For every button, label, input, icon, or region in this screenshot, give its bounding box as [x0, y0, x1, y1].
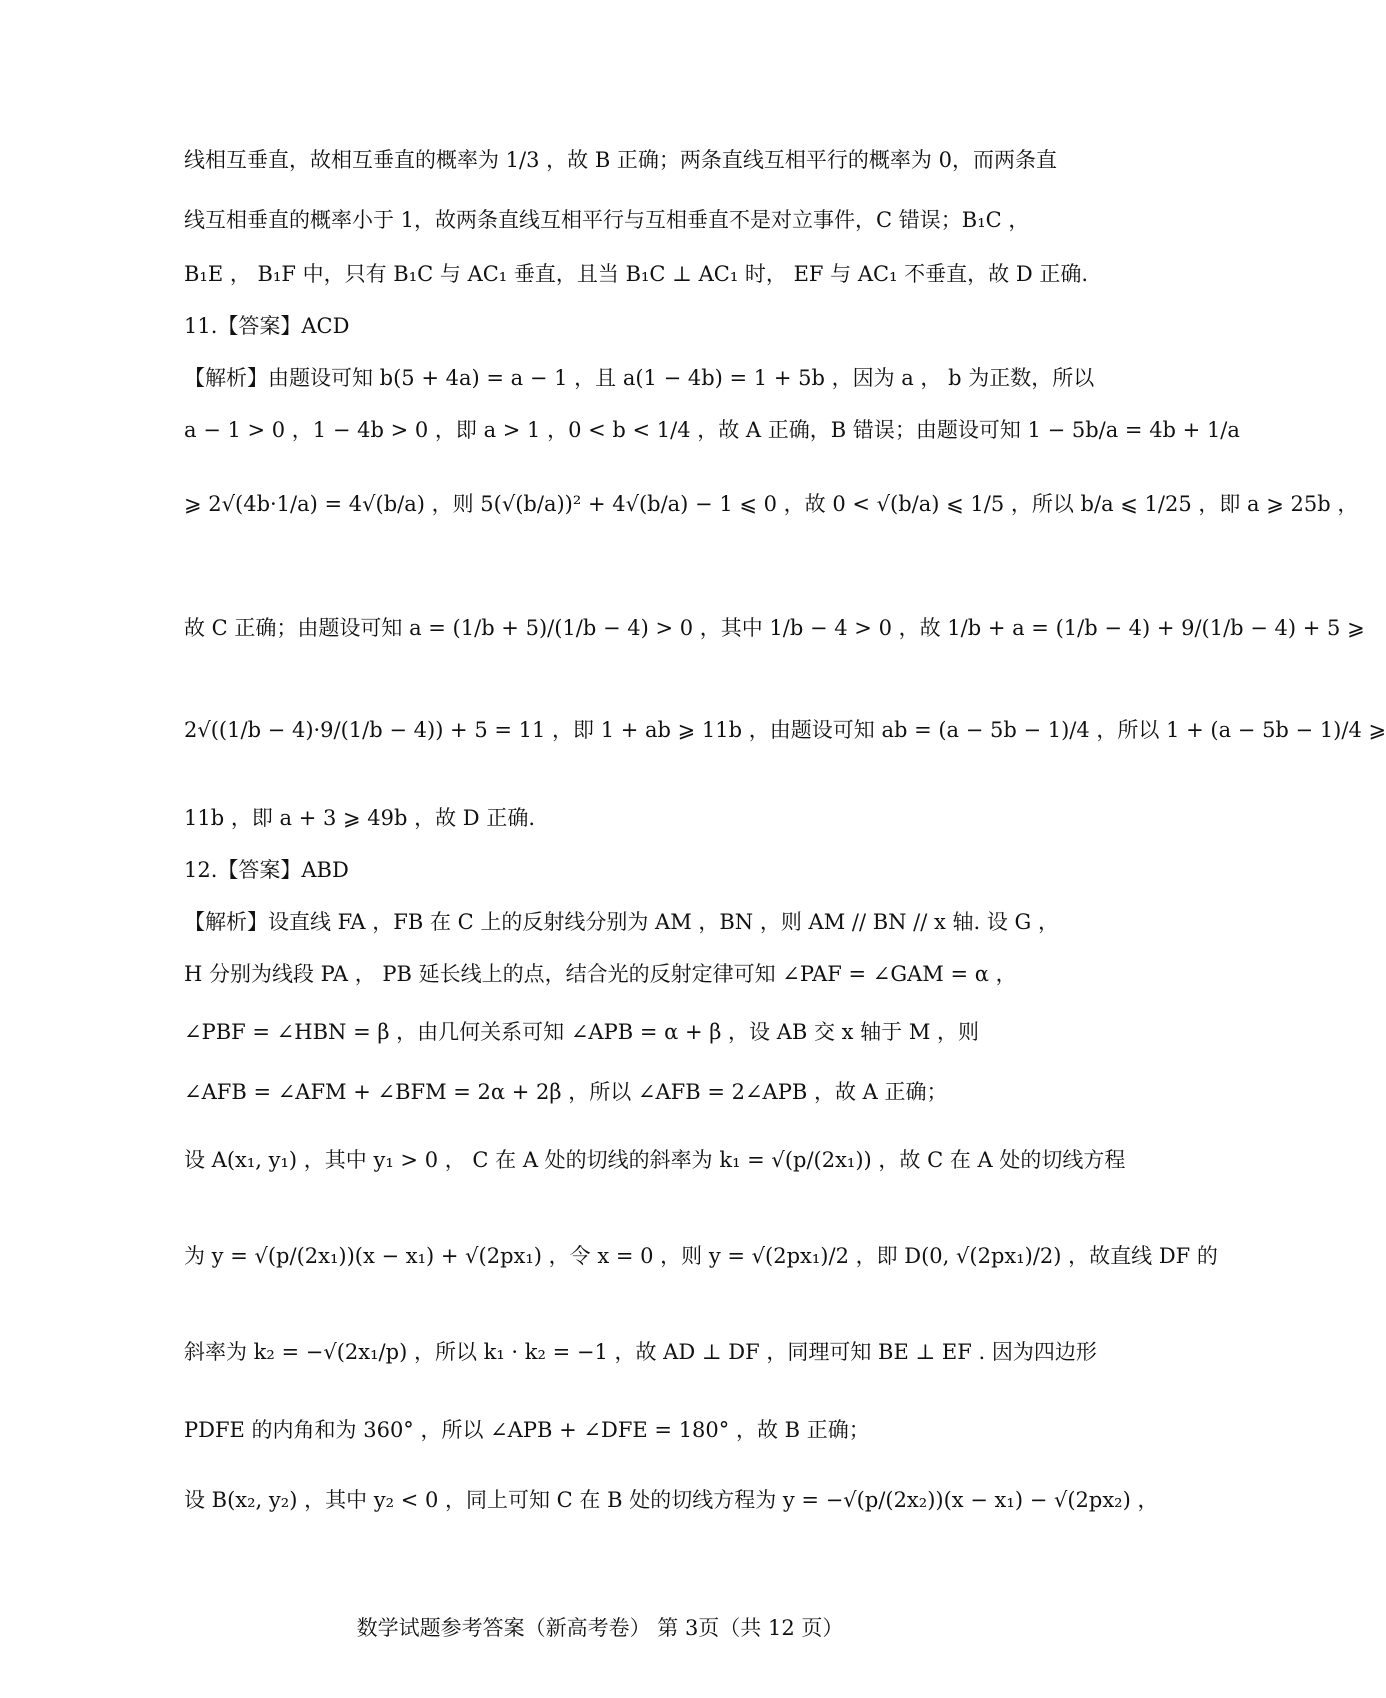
text-line: ∠AFB = ∠AFM + ∠BFM = 2α + 2β ，所以 ∠AFB = 2∠APB ，故 A 正确； — [184, 1080, 948, 1104]
text-line: ⩾ 2√(4b·1/a) = 4√(b/a) ，则 5(√(b/a))² + 4√(b/a) − 1 ⩽ 0 ，故 0 < √(b/a) ⩽ 1/5 ，所以 b/a ⩽ 1/25 ，即 a ⩾ 25b ， — [184, 492, 1359, 516]
text-line: a − 1 > 0 ，1 − 4b > 0 ，即 a > 1 ，0 < b < 1/4 ，故 A 正确，B 错误；由题设可知 1 − 5b/a = 4b + 1/a — [184, 418, 1240, 442]
text-line: B₁E ， B₁F 中，只有 B₁C 与 AC₁ 垂直，且当 B₁C ⊥ AC₁ 时， EF 与 AC₁ 不垂直，故 D 正确. — [184, 262, 1089, 286]
text-line: 为 y = √(p/(2x₁))(x − x₁) + √(2px₁) ，令 x = 0 ，则 y = √(2px₁)/2 ，即 D(0, √(2px₁)/2) ，故直线 DF 的 — [184, 1244, 1218, 1268]
answer-heading: 12.【答案】ABD — [184, 858, 349, 882]
text-line: 设 A(x₁, y₁) ，其中 y₁ > 0 ， C 在 A 处的切线的斜率为 k₁ = √(p/(2x₁)) ，故 C 在 A 处的切线方程 — [184, 1148, 1126, 1172]
text-line: 斜率为 k₂ = −√(2x₁/p) ，所以 k₁ · k₂ = −1 ，故 AD ⊥ DF ，同理可知 BE ⊥ EF . 因为四边形 — [184, 1340, 1097, 1364]
text-line: 线相互垂直，故相互垂直的概率为 1/3 ，故 B 正确；两条直线互相平行的概率为 0，而两条直 — [184, 148, 1057, 172]
text-line: 2√((1/b − 4)·9/(1/b − 4)) + 5 = 11 ，即 1 + ab ⩾ 11b ，由题设可知 ab = (a − 5b − 1)/4 ，所以 1 + (a − 5b − 1)/4 ⩾ — [184, 718, 1386, 742]
page-footer: 数学试题参考答案（新高考卷） 第 3页（共 12 页） — [356, 1616, 844, 1640]
text-line: 设 B(x₂, y₂) ，其中 y₂ < 0 ，同上可知 C 在 B 处的切线方程为 y = −√(p/(2x₂))(x − x₁) − √(2px₂) ， — [184, 1488, 1159, 1512]
text-line: 故 C 正确；由题设可知 a = (1/b + 5)/(1/b − 4) > 0 ，其中 1/b − 4 > 0 ，故 1/b + a = (1/b − 4) + 9/(1/b − 4) + 5 ⩾ — [184, 616, 1365, 640]
text-line: PDFE 的内角和为 360° ，所以 ∠APB + ∠DFE = 180° ，故 B 正确； — [184, 1418, 870, 1442]
text-line: 线互相垂直的概率小于 1，故两条直线互相平行与互相垂直不是对立事件，C 错误；B₁C ， — [184, 208, 1030, 232]
answer-heading: 11.【答案】ACD — [184, 314, 350, 338]
text-line: 11b ，即 a + 3 ⩾ 49b ，故 D 正确. — [184, 806, 535, 830]
text-line: H 分别为线段 PA ， PB 延长线上的点，结合光的反射定律可知 ∠PAF = ∠GAM = α ， — [184, 962, 1017, 986]
text-line: ∠PBF = ∠HBN = β ，由几何关系可知 ∠APB = α + β ，设 AB 交 x 轴于 M ，则 — [184, 1020, 980, 1044]
text-line: 【解析】由题设可知 b(5 + 4a) = a − 1 ，且 a(1 − 4b) = 1 + 5b ，因为 a ， b 为正数，所以 — [184, 366, 1095, 390]
text-line: 【解析】设直线 FA ，FB 在 C 上的反射线分别为 AM ，BN ，则 AM // BN // x 轴. 设 G ， — [184, 910, 1060, 934]
